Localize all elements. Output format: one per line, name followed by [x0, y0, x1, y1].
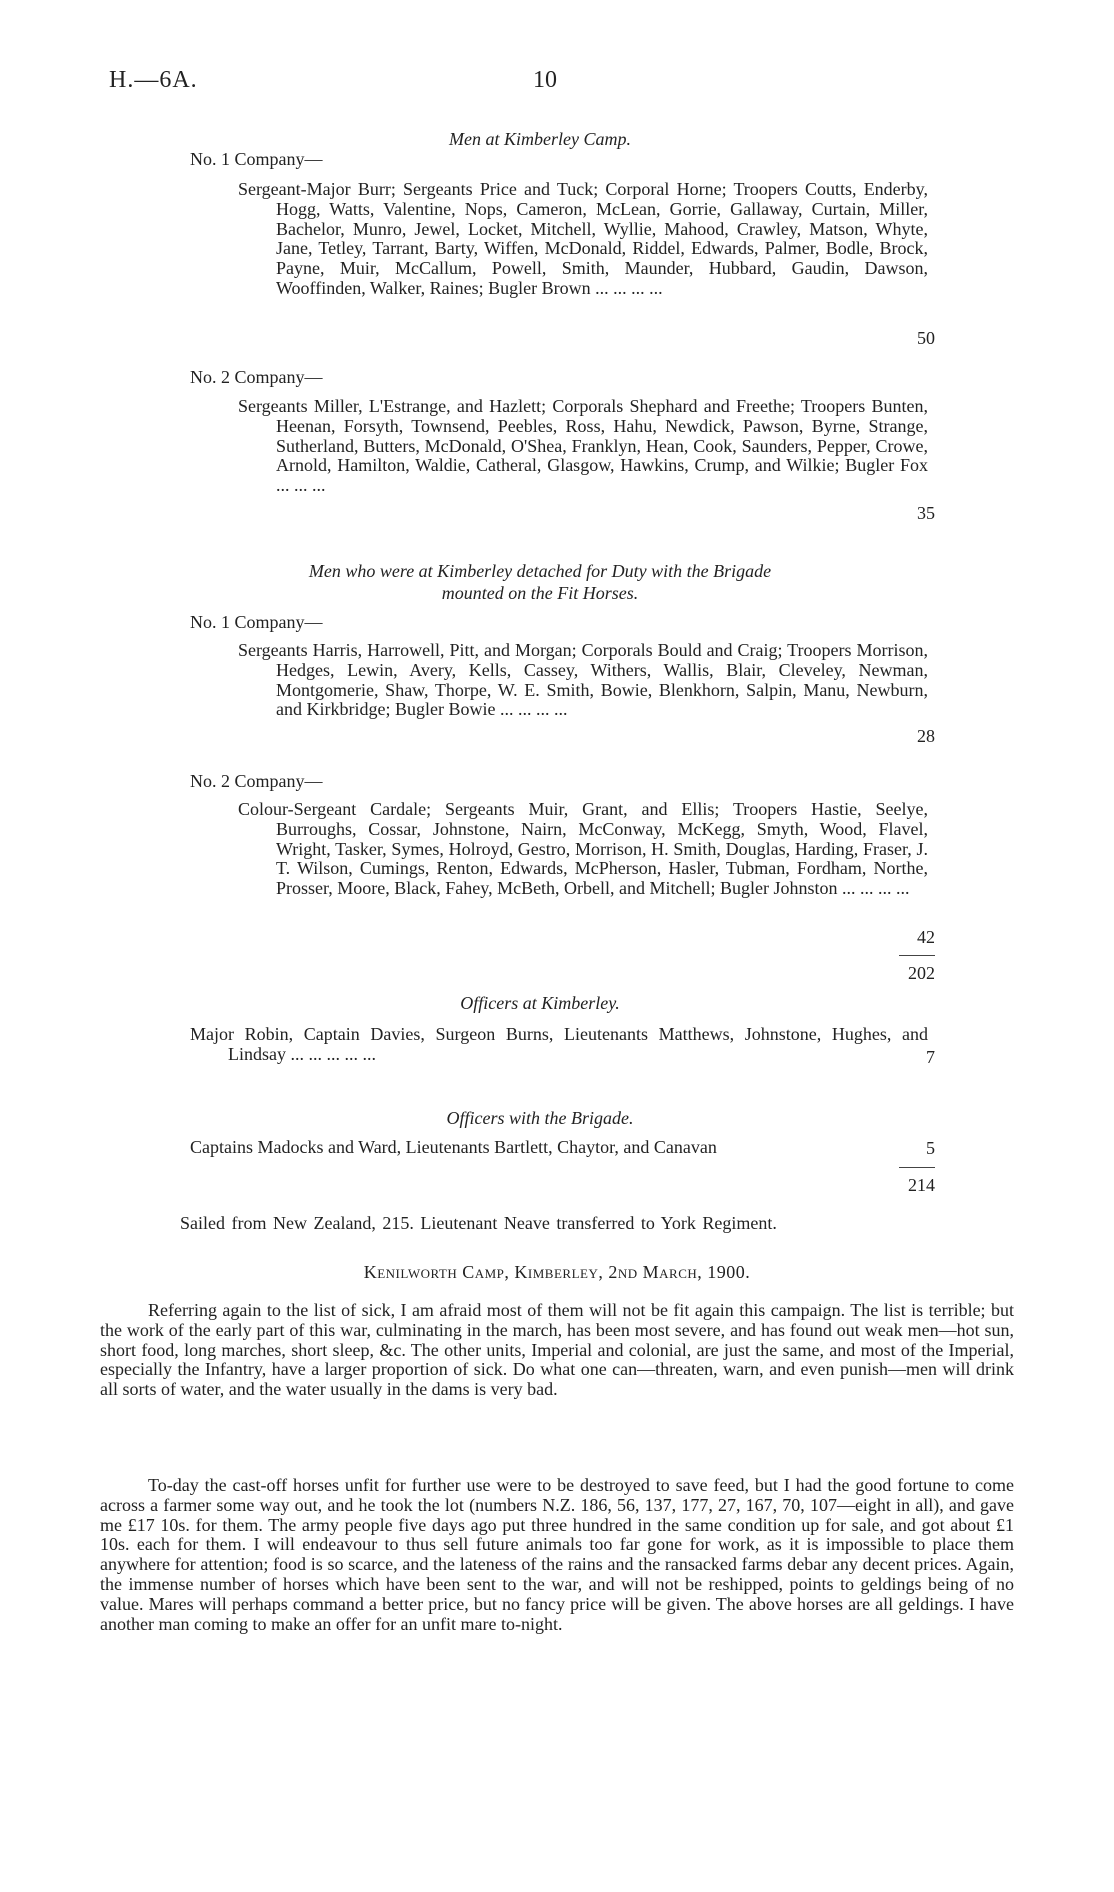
dateline: Kenilworth Camp, Kimberley, 2nd March, 1900.	[363, 1262, 751, 1282]
company-total: 35	[917, 503, 935, 523]
sum-rule	[899, 1167, 935, 1168]
company-label: No. 2 Company—	[190, 367, 323, 387]
officers-total: 5	[926, 1138, 935, 1158]
section-heading-detached: Men who were at Kimberley detached for Duty with the Brigade	[308, 561, 772, 581]
letter-paragraph: Referring again to the list of sick, I am afraid most of them will not be fit again this campaign. The list is terrible; but the work of the early part of this war, culminating in the march, has been most severe, and has found out weak men—hot sun, short food, long marches, short sleep, &c. The other units, Imperial and colonial, are just the same, and most of the Imperial, especially the Infantry, have a larger proportion of sick. Do what one can—threaten, warn, and even punish—men will drink all sorts of water, and the water usually in the dams is very bad.	[100, 1300, 1014, 1400]
roster-entry: Colour-Sergeant Cardale; Sergeants Muir, Grant, and Ellis; Troopers Hastie, Seelye, Burroughs, Cossar, Johnstone, Nairn, McConway, McKegg, Smyth, Wood, Flavel, Wright, Tasker, Symes, Holroyd, Gestro, Morrison, H. Smith, Douglas, Harding, Fraser, J. T. Wilson, Cumings, Renton, Edwards, McPherson, Hasler, Tubman, Fordham, Northe, Prosser, Moore, Black, Fahey, McBeth, Orbell, and Mitchell; Bugler Johnston ... ... ... ...	[238, 799, 928, 899]
officers-entry: Captains Madocks and Ward, Lieutenants Bartlett, Chaytor, and Canavan	[190, 1137, 717, 1157]
company-label: No. 1 Company—	[190, 149, 323, 169]
grand-total: 214	[908, 1175, 935, 1195]
roster-entry: Sergeants Miller, L'Estrange, and Hazlett; Corporals Shephard and Freethe; Troopers Bunten, Heenan, Forsyth, Townsend, Peebles, Ross, Hahu, Newdick, Pawson, Byrne, Strange, Sutherland, Butters, McDonald, O'Shea, Franklyn, Hean, Cook, Saunders, Pepper, Crowe, Arnold, Hamilton, Waldie, Catheral, Glasgow, Hawkins, Crump, and Wilkie; Bugler Fox ... ... ...	[238, 396, 928, 496]
section-heading-kimberley-camp: Men at Kimberley Camp.	[449, 129, 631, 149]
sailed-note: Sailed from New Zealand, 215. Lieutenant Neave transferred to York Regiment.	[180, 1213, 777, 1233]
subtotal: 202	[908, 963, 935, 983]
officers-total: 7	[926, 1047, 935, 1067]
section-heading-detached-line2: mounted on the Fit Horses.	[441, 583, 639, 603]
company-total: 42	[917, 927, 935, 947]
sum-rule	[899, 955, 935, 956]
document-reference: H.—6A.	[109, 67, 198, 93]
roster-entry: Sergeants Harris, Harrowell, Pitt, and Morgan; Corporals Bould and Craig; Troopers Morrison, Hedges, Lewin, Avery, Kells, Cassey, Withers, Wallis, Blair, Cleveley, Newman, Montgomerie, Shaw, Thorpe, W. E. Smith, Bowie, Blenkhorn, Salpin, Manu, Newburn, and Kirkbridge; Bugler Bowie ... ... ... ...	[238, 640, 928, 720]
company-total: 28	[917, 726, 935, 746]
page-number: 10	[533, 67, 557, 93]
roster-entry: Sergeant-Major Burr; Sergeants Price and Tuck; Corporal Horne; Troopers Coutts, Enderby, Hogg, Watts, Valentine, Nops, Cameron, McLean, Gorrie, Gallaway, Curtain, Miller, Bachelor, Munro, Jewel, Locket, Mitchell, Wyllie, Mahood, Crawley, Matson, Whyte, Jane, Tetley, Tarrant, Barty, Wiffen, McDonald, Riddel, Edwards, Palmer, Bodle, Brock, Payne, Muir, McCallum, Powell, Smith, Maunder, Hubbard, Gaudin, Dawson, Wooffinden, Walker, Raines; Bugler Brown ... ... ... ...	[238, 179, 928, 298]
section-heading-officers-kimberley: Officers at Kimberley.	[460, 993, 620, 1013]
section-heading-officers-brigade: Officers with the Brigade.	[446, 1108, 634, 1128]
company-label: No. 2 Company—	[190, 771, 323, 791]
company-total: 50	[917, 328, 935, 348]
letter-paragraph: To-day the cast-off horses unfit for further use were to be destroyed to save feed, but I had the good fortune to come across a farmer some way out, and he took the lot (numbers N.Z. 186, 56, 137, 177, 27, 167, 70, 107—eight in all), and gave me £17 10s. for them. The army people five days ago put three hundred in the same condition up for sale, and got about £1 10s. each for them. I will endeavour to thus sell future animals too far gone for work, as it is impossible to place them anywhere for attention; food is so scarce, and the lateness of the rains and the ransacked farms debar any decent prices. Again, the immense number of horses which have been sent to the war, and will not be reshipped, points to geldings being of no value. Mares will perhaps command a better price, but no fancy price will be given. The above horses are all geldings. I have another man coming to make an offer for an unfit mare to-night.	[100, 1475, 1014, 1634]
company-label: No. 1 Company—	[190, 612, 323, 632]
officers-entry: Major Robin, Captain Davies, Surgeon Burns, Lieutenants Matthews, Johnstone, Hughes, and Lindsay ... ... ... ... ...	[190, 1024, 928, 1064]
